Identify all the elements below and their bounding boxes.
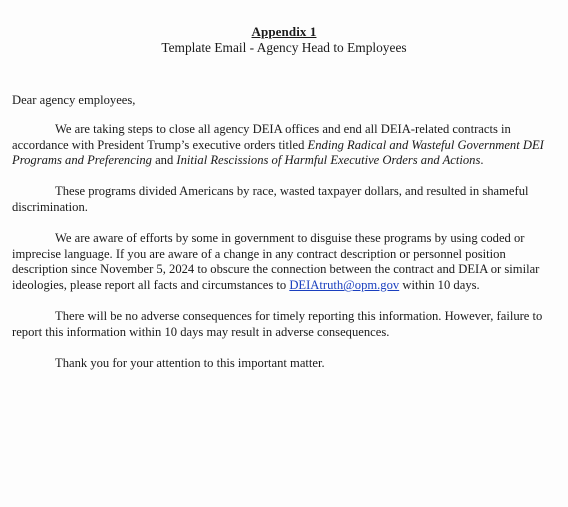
paragraph-3: [12, 231, 560, 294]
order-title-1: Ending Radical and Wasteful Government DEI Programs and Preferencing: [12, 137, 544, 168]
paragraph-5: [12, 356, 560, 372]
paragraph-3-text-a: We are aware of efforts by some in government to disguise these programs by using coded or imprecise language. If you are aware of a change in any contract description or personnel position description since November 5, 2024 to obscure the connection between the contract and DEIA or similar ideologies, please report all facts and circumstances to: [12, 230, 540, 293]
paragraph-4: [12, 309, 560, 341]
paragraph-2-text: These programs divided Americans by race, wasted taxpayer dollars, and resulted in shameful discrimination.: [12, 184, 529, 214]
document-header: [0, 24, 568, 56]
letter-body: [12, 93, 560, 386]
document-subtitle: Template Email - Agency Head to Employees: [161, 40, 407, 55]
appendix-title: Appendix 1: [251, 24, 317, 39]
paragraph-3-text-b: within 10 days.: [399, 278, 480, 293]
paragraph-4-text: There will be no adverse consequences for timely reporting this information. However, failure to report this information within 10 days may result in adverse consequences.: [12, 308, 543, 339]
paragraph-1-text-c: .: [480, 153, 484, 168]
order-title-2: Initial Rescissions of Harmful Executive Orders and Actions: [176, 153, 481, 168]
paragraph-1: [12, 122, 560, 169]
paragraph-2: [12, 184, 560, 216]
greeting: Dear agency employees,: [12, 93, 136, 107]
paragraph-1-text-b: and: [151, 153, 177, 168]
paragraph-1-text-a: We are taking steps to close all agency DEIA offices and end all DEIA-related contracts in accordance with President Trump’s executive orders titled: [12, 121, 511, 152]
report-email-link[interactable]: DEIAtruth@opm.gov: [289, 278, 400, 293]
closing-text: Thank you for your attention to this important matter.: [55, 355, 325, 370]
